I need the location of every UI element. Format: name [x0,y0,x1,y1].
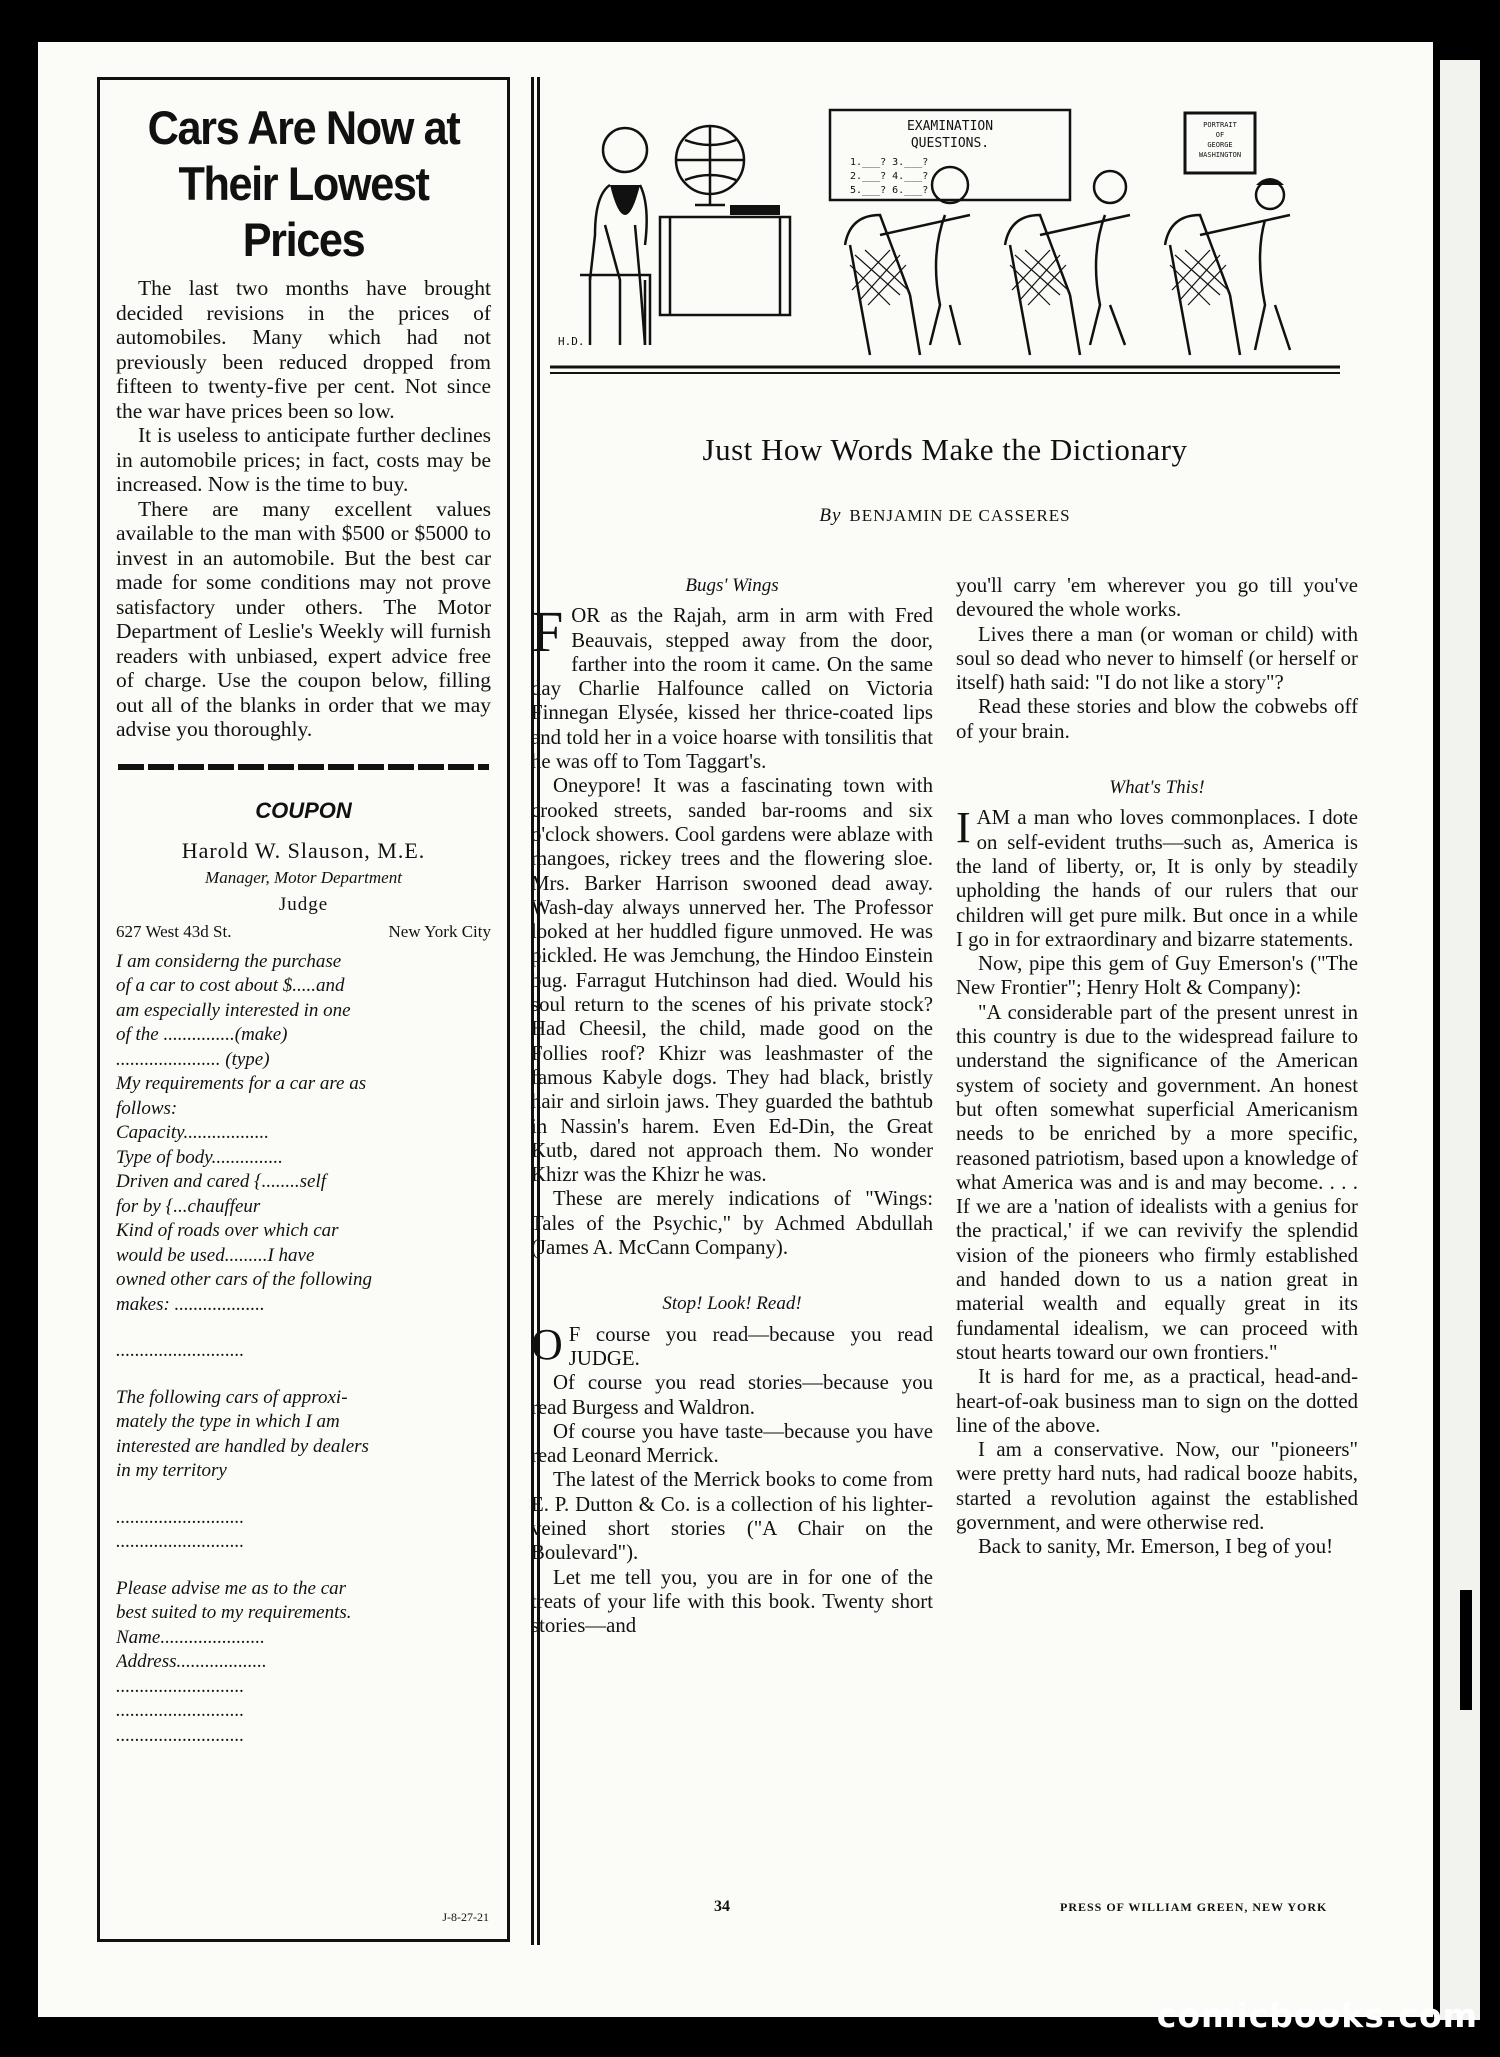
coupon-form-line: ........................... [116,1700,245,1721]
coupon-addressee: Harold W. Slauson, M.E. [181,837,426,863]
coupon-form-line: interested are handled by dealers [116,1435,369,1457]
article-paragraph: Let me tell you, you are in for one of the treats of your life with this book. Twenty short stories—and [531,1565,933,1638]
board-line: EXAMINATION [906,119,994,134]
section-heading: Stop! Look! Read! [662,1293,802,1315]
ad-paragraph: It is useless to anticipate further declines in automobile prices; in fact, costs may be increased. Now is the time to buy. [116,423,491,496]
coupon-form-line: Capacity.................. [116,1122,270,1143]
form-spacer [116,1555,493,1577]
portrait-label: GEORGE [1207,141,1233,149]
ad-paragraph: The last two months have brought decided revisions in the prices of automobiles. Many which had not previously been reduced dropped from fifteen to twenty-five per cent. Not since the war have prices been so low. [116,276,491,423]
coupon-form-line: am especially interested in one [116,999,351,1021]
coupon-form-line: Type of body............... [116,1146,283,1168]
article-paragraph [531,599,933,774]
coupon-form-line: My requirements for a car are as [116,1073,367,1094]
coupon-form-line: would be used.........I have [116,1244,315,1266]
coupon-manager-title: Manager, Motor Department [205,867,402,887]
article-paragraph: Lives there a man (or woman or child) with soul so dead who never to himself (or herself or itself) hath said: "I do not like a story"? [956,622,1358,695]
portrait-label: OF [1215,131,1225,139]
coupon-form-line: Name...................... [116,1626,265,1648]
coupon-form-line: The following cars of approxi- [116,1386,348,1408]
edge-mark [1460,1590,1472,1710]
illustration-underline [550,372,1340,374]
coupon-form-line: for by {...chauffeur [116,1195,261,1217]
section-heading: What's This! [1109,777,1205,799]
paragraph-text: AM a man who loves commonplaces. I dote on self-evident truths—such as, America is the land of liberty, or, It is only by steadily upholding the hands of our rulers that our children will get pure milk. But once in a while I go in for extraordinary and bizarre statements. [956,806,1358,951]
form-spacer [116,1484,493,1506]
board-line: 1.___? 3.___? [850,157,929,168]
author-name: BENJAMIN DE CASSERES [849,506,1071,525]
article-paragraph: The latest of the Merrick books to come from E. P. Dutton & Co. is a collection of his lighter-veined short stories ("A Chair on the Boulevard"). [531,1468,933,1565]
page-number: 34 [714,1898,730,1915]
artist-signature: H.D. [558,335,585,348]
coupon-city: New York City [388,921,491,941]
portrait-label: WASHINGTON [1198,151,1242,159]
board-line: 2.___? 4.___? [850,171,929,182]
article-paragraph: Now, pipe this gem of Guy Emerson's ("The New Frontier"; Henry Holt & Company): [956,952,1358,1000]
form-spacer [116,1317,493,1339]
coupon-form-line: Driven and cared {........self [116,1171,327,1192]
coupon-form-line: follows: [116,1097,178,1119]
article-column-2 [956,574,1358,1560]
drop-cap: F [531,599,564,665]
coupon-code: J-8-27-21 [442,1910,489,1924]
paragraph-text: F course you read—because you read JUDGE. [568,1322,933,1370]
article-paragraph: These are merely indications of "Wings: Tales of the Psychic," by Achmed Abdullah (James A. McCann Company). [531,1187,933,1260]
coupon-form-line: ........................... [116,1506,245,1528]
byline-by: By [819,505,842,526]
ad-paragraph: There are many excellent values available to the man with $500 or $5000 to invest in an automobile. But the best car made for some conditions may not prove satisfactory under others. The Motor Department of Leslie's Weekly will furnish readers with unbiased, expert advice free of charge. Use the coupon below, filling out all of the blanks in order that we may advise you thoroughly. [116,496,491,741]
press-credit: PRESS OF WILLIAM GREEN, NEW YORK [1060,1900,1328,1914]
coupon-form-line: of the ...............(make) [116,1024,288,1045]
coupon-form-line: ........................... [116,1724,245,1746]
article-paragraph: Of course you have taste—because you have read Leonard Merrick. [531,1419,933,1468]
article-paragraph [956,803,1358,952]
drop-cap: O [531,1319,563,1369]
article-paragraph: Oneypore! It was a fascinating town with crooked streets, sanded bar-rooms and six o'clock showers. Cool gardens were ablaze with mangoes, rickey trees and the flowering sloe. Mrs. Barker Harrison swooned dead away. Wash-day always unnerved her. The Professor looked at her huddled figure unmoved. He was pickled. He was Jemchung, the Hindoo Einstein bug. Farragut Hutchinson had died. Would his soul return to the scenes of his private stock? Had Cheesil, the child, made good on the Follies roof? Khizr was leashmaster of the famous Kabyle dogs. They had black, bristly hair and sirloin jaws. They guarded the bathtub in Nassin's harem. Even Ed-Din, the Great Kutb, dared not approach them. No wonder Khizr was the Khizr he was. [531,774,933,1187]
coupon-form-line: of a car to cost about $.....and [116,975,345,996]
form-spacer [116,1364,493,1386]
site-watermark: comicbooks.com [1156,1996,1478,2035]
coupon-title: COUPON [255,797,352,823]
coupon-form-line: I am considerng the purchase [116,950,342,972]
article-paragraph: "A considerable part of the present unrest in this country is due to the widespread failure to understand the significance of the American system of society and government. An honest but often somewhat superficial Americanism needs to be enriched by a more specific, reasoned patriotism, based upon a knowledge of what America was and is and may become. . . . If we are a 'nation of idealists with a genius for the practical,' if we can revivify the splendid vision of the pioneers who firmly established and handed down to us a nation great in material wealth and equally great in its fundamental idealism, we can proceed with stout hearts toward our own frontiers." [956,1000,1358,1364]
coupon-form-line: Address................... [116,1651,267,1672]
article-paragraph: It is hard for me, as a practical, head-and-heart-of-oak business man to sign on the dotted line of the above. [956,1365,1358,1437]
coupon-form-line: in my territory [116,1460,227,1481]
section-heading: Bugs' Wings [685,575,779,596]
next-page-edge [1440,60,1480,2020]
coupon-address [116,922,491,942]
coupon-street: 627 West 43d St. [116,921,232,941]
article-paragraph: Read these stories and blow the cobwebs off of your brain. [956,695,1358,743]
paragraph-text: OR as the Rajah, arm in arm with Fred Beauvais, stepped away from the door, farther into the room it came. On the same day Charlie Halfounce called on Victoria Finnegan Elysée, kissed her thrice-coated lips and told her in a voice hoarse with tonsilitis that he was off to Tom Taggart's. [531,604,933,774]
classroom-cartoon [550,105,1340,370]
portrait-label: PORTRAIT [1203,121,1237,129]
coupon-form-line: makes: ................... [116,1293,265,1315]
board-line: 5.___? 6.___? [850,185,929,196]
article-paragraph: you'll carry 'em wherever you go till you've devoured the whole works. [956,574,1358,622]
article-title: Just How Words Make the Dictionary [702,432,1188,467]
coupon-form-line: ........................... [116,1531,245,1552]
car-price-advertisement [97,77,510,1942]
article-paragraph: I am a conservative. Now, our "pioneers" were pretty hard nuts, had radical booze habits, started a revolution against the established government, and were otherwise red. [956,1438,1358,1534]
coupon-cut-line [118,764,489,770]
ad-body [116,276,491,742]
coupon-form-line: Please advise me as to the car [116,1577,347,1599]
board-line: QUESTIONS. [910,136,990,151]
coupon-publication: Judge [278,893,329,915]
coupon-form-line: ...................... (type) [116,1048,270,1070]
article-paragraph: Of course you read stories—because you read Burgess and Waldron. [531,1371,933,1419]
coupon-form-line: mately the type in which I am [116,1411,340,1432]
article-paragraph: Back to sanity, Mr. Emerson, I beg of you! [978,1535,1334,1559]
coupon-form-line: best suited to my requirements. [116,1602,352,1623]
article-paragraph [531,1319,933,1372]
article-byline [550,505,1340,527]
coupon-form [116,950,493,1749]
coupon-form-line: ........................... [116,1340,245,1361]
coupon-form-line: Kind of roads over which car [116,1220,339,1241]
coupon-form-line: ........................... [116,1675,245,1697]
ad-headline: Cars Are Now at Their Lowest Prices [147,101,460,266]
article-column-1 [531,574,933,1638]
drop-cap: I [956,803,971,853]
coupon-form-line: owned other cars of the following [116,1269,372,1290]
